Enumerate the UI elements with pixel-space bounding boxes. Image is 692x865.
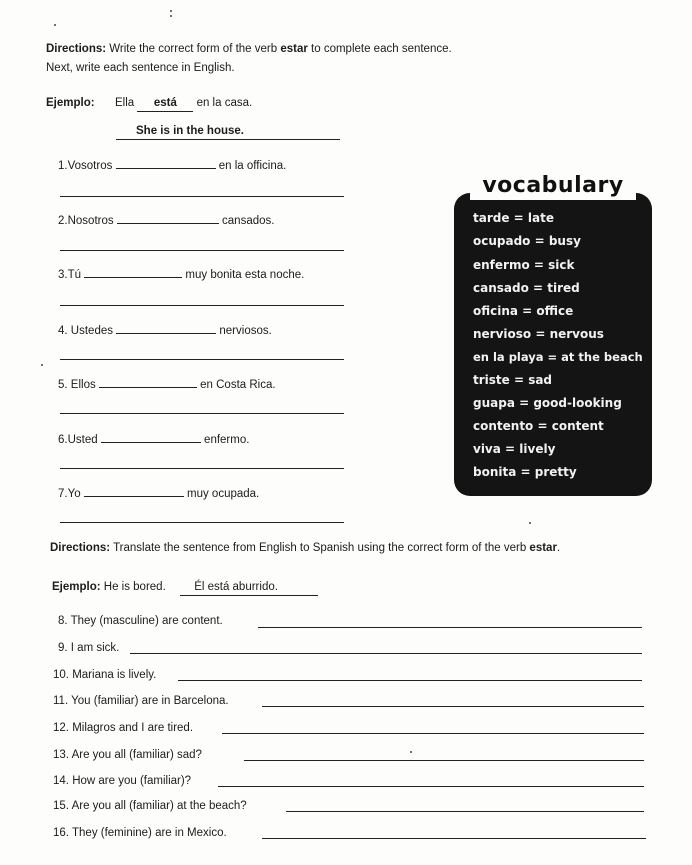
- item-text: They (masculine) are content.: [70, 615, 223, 627]
- directions-2-text: Translate the sentence from English to Spanish using the correct form of the verb: [110, 542, 530, 554]
- example-2-answer: Él está aburrido.: [180, 579, 318, 596]
- directions-1-text: Write the correct form of the verb: [106, 43, 281, 55]
- answer-line-16[interactable]: [262, 838, 646, 839]
- sentence-3: [58, 266, 304, 281]
- translation-line-1[interactable]: [60, 196, 344, 197]
- sentence-4: [58, 322, 272, 337]
- directions-1-line2: Next, write each sentence in English.: [46, 62, 235, 74]
- item-text: I am sick.: [70, 642, 120, 654]
- vocab-item: triste = sad: [473, 373, 553, 387]
- answer-blank-6[interactable]: [101, 431, 201, 443]
- item-text: Are you all (familiar) sad?: [71, 749, 202, 761]
- example-2-label: Ejemplo:: [52, 581, 101, 593]
- answer-blank-1[interactable]: [116, 157, 216, 169]
- item-rest: nerviosos.: [219, 325, 272, 337]
- sentence-7: [58, 485, 259, 500]
- vocab-item: viva = lively: [473, 442, 556, 456]
- translation-item-14: [53, 775, 191, 787]
- item-subject: Nosotros: [67, 215, 114, 227]
- answer-line-9[interactable]: [130, 653, 642, 654]
- directions-2-end: .: [556, 542, 561, 554]
- item-subject: Tú: [67, 269, 82, 281]
- item-subject: Ustedes: [70, 325, 113, 337]
- translation-line-2[interactable]: [60, 250, 344, 251]
- vocab-item: enfermo = sick: [473, 258, 575, 272]
- translation-item-8: [58, 615, 223, 627]
- item-subject: Usted: [67, 434, 98, 446]
- scan-speck: [529, 522, 531, 524]
- translation-line-3[interactable]: [60, 305, 344, 306]
- item-number: 15.: [53, 800, 69, 812]
- item-rest: cansados.: [222, 215, 275, 227]
- item-text: Milagros and I are tired.: [72, 722, 194, 734]
- vocab-item: oficina = office: [473, 304, 574, 318]
- item-number: 3.: [58, 269, 68, 281]
- directions-1-text-end: to complete each sentence.: [307, 43, 452, 55]
- translation-item-11: [53, 695, 229, 707]
- vocab-item: cansado = tired: [473, 281, 580, 295]
- translation-item-10: [53, 669, 156, 681]
- translation-item-9: [58, 642, 119, 654]
- directions-2-verb: estar: [529, 542, 557, 554]
- item-text: You (familiar) are in Barcelona.: [71, 695, 229, 707]
- item-rest: enfermo.: [204, 434, 250, 446]
- example-1-subject: Ella: [114, 97, 135, 109]
- vocab-item: nervioso = nervous: [473, 327, 604, 341]
- answer-line-10[interactable]: [178, 680, 642, 681]
- item-number: 12.: [53, 722, 69, 734]
- answer-line-14[interactable]: [218, 786, 644, 787]
- sentence-1: [58, 157, 286, 172]
- translation-item-12: [53, 722, 193, 734]
- vocab-item: contento = content: [473, 419, 604, 433]
- example-1-rest: en la casa.: [196, 97, 253, 109]
- sentence-5: [58, 376, 276, 391]
- answer-line-12[interactable]: [222, 733, 644, 734]
- answer-blank-2[interactable]: [117, 212, 219, 224]
- scan-speck: [41, 364, 43, 366]
- scan-speck: [410, 751, 412, 753]
- item-text: How are you (familiar)?: [72, 775, 192, 787]
- example-2: [52, 579, 318, 596]
- translation-item-16: [53, 827, 227, 839]
- answer-line-8[interactable]: [258, 627, 642, 628]
- translation-line-6[interactable]: [60, 468, 344, 469]
- item-number: 11.: [53, 695, 69, 707]
- item-number: 4.: [58, 325, 68, 337]
- directions-2: [50, 540, 560, 556]
- sentence-6: [58, 431, 249, 446]
- answer-blank-4[interactable]: [116, 322, 216, 334]
- example-1-label: Ejemplo:: [46, 97, 95, 109]
- directions-2-label: Directions:: [50, 542, 111, 554]
- item-number: 2.: [58, 215, 68, 227]
- directions-1: [46, 41, 452, 57]
- answer-line-11[interactable]: [262, 706, 644, 707]
- item-rest: en la officina.: [218, 160, 287, 172]
- scan-speck: [54, 24, 56, 26]
- vocab-item: tarde = late: [473, 211, 554, 225]
- example-2-sentence: He is bored.: [103, 581, 166, 593]
- item-rest: muy ocupada.: [187, 488, 260, 500]
- item-subject: Yo: [67, 488, 81, 500]
- vocabulary-title: vocabulary: [470, 172, 636, 200]
- vocab-item: bonita = pretty: [473, 465, 577, 479]
- item-number: 1.: [58, 160, 68, 172]
- vocab-item: ocupado = busy: [473, 234, 581, 248]
- directions-1-verb: estar: [280, 43, 308, 55]
- item-text: Are you all (familiar) at the beach?: [71, 800, 247, 812]
- example-1: [46, 95, 252, 112]
- item-number: 10.: [53, 669, 69, 681]
- item-number: 9.: [58, 642, 68, 654]
- translation-line-4[interactable]: [60, 359, 344, 360]
- directions-1-label: Directions:: [46, 43, 107, 55]
- item-number: 16.: [53, 827, 69, 839]
- item-text: They (feminine) are in Mexico.: [72, 827, 227, 839]
- scan-speck: [170, 10, 172, 12]
- example-1-answer: está: [137, 95, 193, 112]
- translation-line-5[interactable]: [60, 413, 344, 414]
- translation-line-7[interactable]: [60, 522, 344, 523]
- answer-line-15[interactable]: [286, 811, 644, 812]
- item-subject: Ellos: [70, 379, 96, 391]
- item-number: 8.: [58, 615, 68, 627]
- answer-blank-5[interactable]: [99, 376, 197, 388]
- item-number: 5.: [58, 379, 68, 391]
- translation-item-15: [53, 800, 247, 812]
- translation-item-13: [53, 749, 202, 761]
- scan-speck: [170, 15, 172, 17]
- item-number: 13.: [53, 749, 69, 761]
- sentence-2: [58, 212, 274, 227]
- item-text: Mariana is lively.: [72, 669, 157, 681]
- item-rest: muy bonita esta noche.: [185, 269, 305, 281]
- answer-line-13[interactable]: [244, 760, 644, 761]
- answer-blank-3[interactable]: [84, 266, 182, 278]
- answer-blank-7[interactable]: [84, 485, 184, 497]
- item-number: 14.: [53, 775, 69, 787]
- item-rest: en Costa Rica.: [200, 379, 276, 391]
- vocab-item: en la playa = at the beach: [473, 350, 643, 364]
- item-subject: Vosotros: [67, 160, 113, 172]
- item-number: 7.: [58, 488, 68, 500]
- item-number: 6.: [58, 434, 68, 446]
- example-1-translation: She is in the house.: [116, 123, 340, 140]
- vocab-item: guapa = good-looking: [473, 396, 622, 410]
